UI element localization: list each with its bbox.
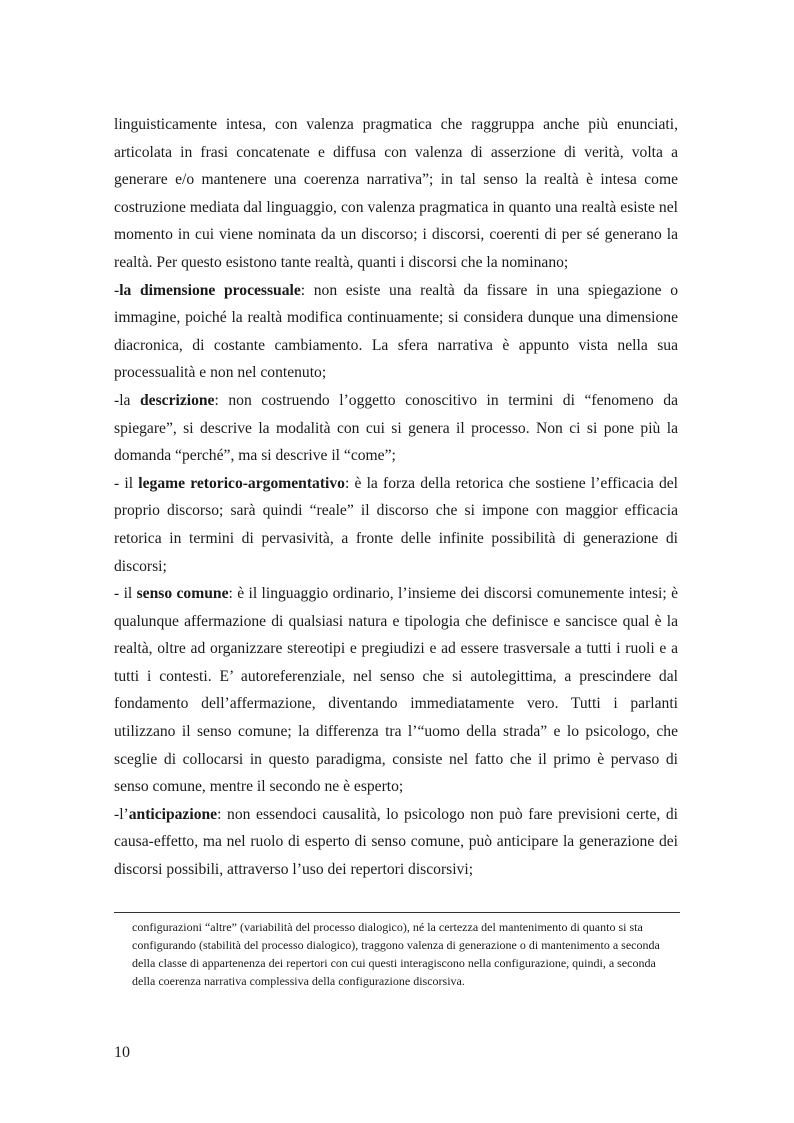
paragraph-text: : non essendoci causalità, lo psicologo non può fare previsioni certe, di causa-effetto, ma nel ruolo di esperto di senso comune, può anticipare la generazione dei discorsi possibili, attraverso l’uso dei repertori discorsivi; xyxy=(114,805,678,879)
paragraph-senso-comune xyxy=(114,580,678,801)
paragraph-descrizione xyxy=(114,387,678,470)
paragraph-prefix: - il xyxy=(114,585,137,603)
paragraph-text: : non esiste una realtà da fissare in una spiegazione o immagine, poiché la realtà modifica continuamente; si considera dunque una dimensione diacronica, di costante cambiamento. La sfera narrativa è appunto vista nella sua processualità e non nel contenuto; xyxy=(114,281,678,382)
footnote-divider xyxy=(114,912,680,913)
main-text xyxy=(114,111,678,884)
term-dimensione-processuale: la dimensione processuale xyxy=(119,281,301,299)
paragraph-prefix: -l’ xyxy=(114,805,129,823)
footnote: configurazioni “altre” (variabilità del processo dialogico), né la certezza del mantenimento di quanto si sta configurando (stabilità del processo dialogico), traggono valenza di generazione o di mantenimento a seconda della classe di appartenenza dei repertori con cui questi interagiscono nella configurazione, quindi, a seconda della coerenza narrativa complessiva della configurazione discorsiva. xyxy=(132,920,660,988)
paragraph-prefix: - xyxy=(114,281,120,299)
term-senso-comune: senso comune xyxy=(136,585,229,603)
paragraph-discorso xyxy=(114,111,678,277)
paragraph-dimensione-processuale xyxy=(114,277,678,387)
paragraph-text: : è la forza della retorica che sostiene l’efficacia del proprio discorso; sarà quindi “reale” il discorso che si impone con maggior efficacia retorica in termini di pervasività, a fronte delle infinite possibilità di generazione di discorsi; xyxy=(114,474,678,575)
paragraph-text: : è il linguaggio ordinario, l’insieme dei discorsi comunemente intesi; è qualunque affermazione di qualsiasi natura e tipologia che definisce e sancisce qual è la realtà, oltre ad organizzare stereotipi e pregiudizi e ad essere trasversale a tutti i ruoli e a tutti i contesti. E’ autoreferenziale, nel senso che si autolegittima, a prescindere dal fondamento dell’affermazione, diventando immediatamente vero. Tutti i parlanti utilizzano il senso comune; la differenza tra l’“uomo della strada” e lo psicologo, che sceglie di collocarsi in questo paradigma, consiste nel fatto che il primo è pervaso di senso comune, mentre il secondo ne è esperto; xyxy=(114,585,679,796)
page-number: 10 xyxy=(114,1044,130,1061)
paragraph-prefix: -la xyxy=(114,391,140,409)
term-descrizione: descrizione xyxy=(140,391,215,409)
paragraph-legame-retorico xyxy=(114,470,678,580)
paragraph-prefix: - il xyxy=(114,474,139,492)
paragraph-text: : non costruendo l’oggetto conoscitivo in termini di “fenomeno da spiegare”, si descrive la modalità con cui si genera il processo. Non ci si pone più la domanda “perché”, ma si descrive il “come”; xyxy=(114,391,678,465)
paragraph-anticipazione xyxy=(114,801,678,884)
term-anticipazione: anticipazione xyxy=(128,805,218,823)
term-legame-retorico-argomentativo: legame retorico-argomentativo xyxy=(138,474,345,492)
paragraph-text: linguisticamente intesa, con valenza pragmatica che raggruppa anche più enunciati, articolata in frasi concatenate e diffusa con valenza di asserzione di verità, volta a generare e/o mantenere una coerenza narrativa”; in tal senso la realtà è intesa come costruzione mediata dal linguaggio, con valenza pragmatica in quanto una realtà esiste nel momento in cui viene nominata da un discorso; i discorsi, coerenti di per sé generano la realtà. Per questo esistono tante realtà, quanti i discorsi che la nominano; xyxy=(114,116,678,271)
